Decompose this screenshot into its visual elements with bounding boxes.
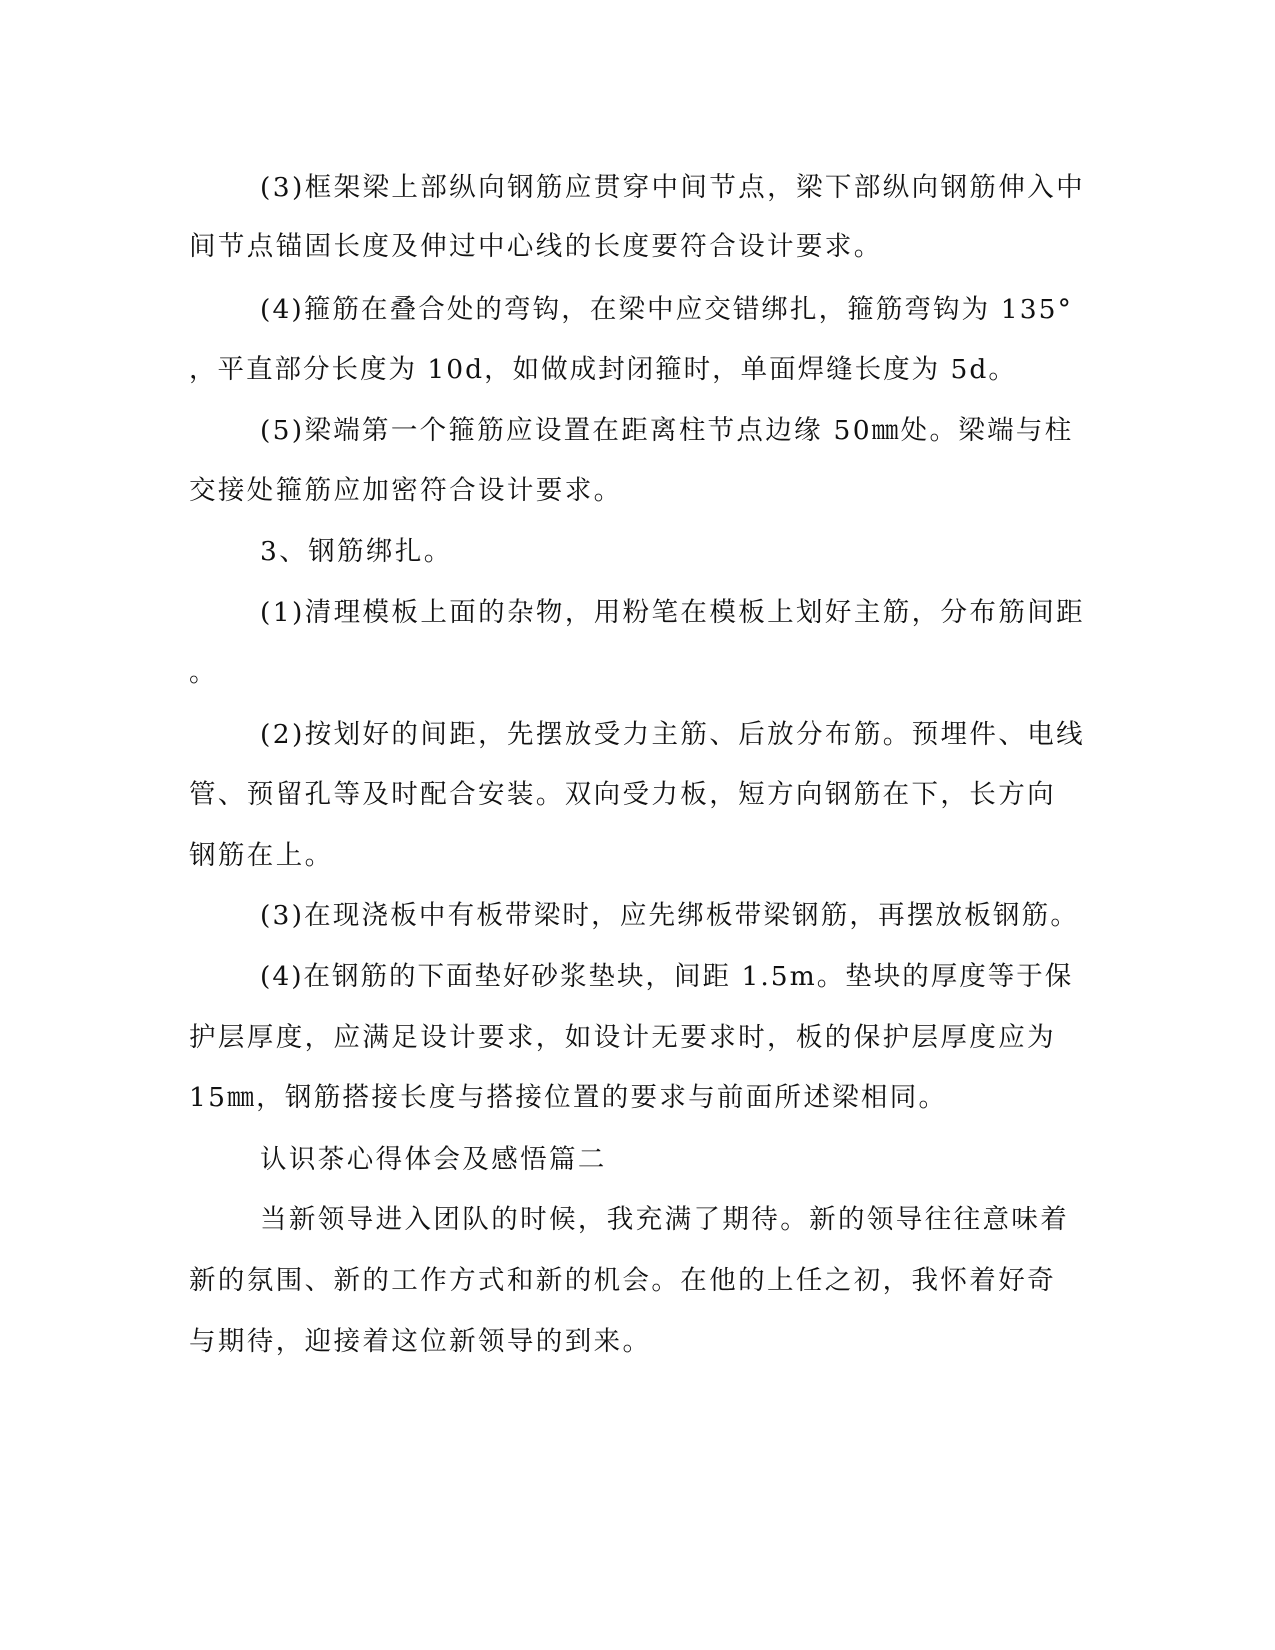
- text-line: ，平直部分长度为 10d，如做成封闭箍时，单面焊缝长度为 5d。: [189, 354, 1017, 385]
- text-line: 当新领导进入团队的时候，我充满了期待。新的领导往往意味着: [260, 1204, 1070, 1235]
- article-title: 认识茶心得体会及感悟篇二: [260, 1144, 607, 1175]
- text-line: (3)在现浇板中有板带梁时，应先绑板带梁钢筋，再摆放板钢筋。: [260, 900, 1080, 931]
- text-line: (1)清理模板上面的杂物，用粉笔在模板上划好主筋，分布筋间距: [260, 597, 1086, 628]
- text-line: 管、预留孔等及时配合安装。双向受力板，短方向钢筋在下，长方向: [189, 779, 1056, 810]
- text-line: (2)按划好的间距，先摆放受力主筋、后放分布筋。预埋件、电线: [260, 719, 1086, 750]
- text-line: (3)框架梁上部纵向钢筋应贯穿中间节点，梁下部纵向钢筋伸入中: [260, 172, 1086, 203]
- section-heading: 3、钢筋绑扎。: [260, 536, 453, 567]
- text-line: 新的氛围、新的工作方式和新的机会。在他的上任之初，我怀着好奇: [189, 1265, 1056, 1296]
- text-line: 。: [189, 657, 218, 688]
- text-line: 与期待，迎接着这位新领导的到来。: [189, 1326, 652, 1357]
- text-line: (4)在钢筋的下面垫好砂浆垫块，间距 1.5m。垫块的厚度等于保: [260, 961, 1074, 992]
- text-line: 钢筋在上。: [189, 840, 334, 871]
- text-line: (5)梁端第一个箍筋应设置在距离柱节点边缘 50㎜处。梁端与柱: [260, 415, 1074, 446]
- text-line: 交接处箍筋应加密符合设计要求。: [189, 475, 623, 506]
- text-line: 护层厚度，应满足设计要求，如设计无要求时，板的保护层厚度应为: [189, 1022, 1056, 1053]
- text-line: 间节点锚固长度及伸过中心线的长度要符合设计要求。: [189, 231, 883, 262]
- text-line: 15㎜，钢筋搭接长度与搭接位置的要求与前面所述梁相同。: [189, 1082, 948, 1113]
- text-line: (4)箍筋在叠合处的弯钩，在梁中应交错绑扎，箍筋弯钩为 135°: [260, 294, 1073, 325]
